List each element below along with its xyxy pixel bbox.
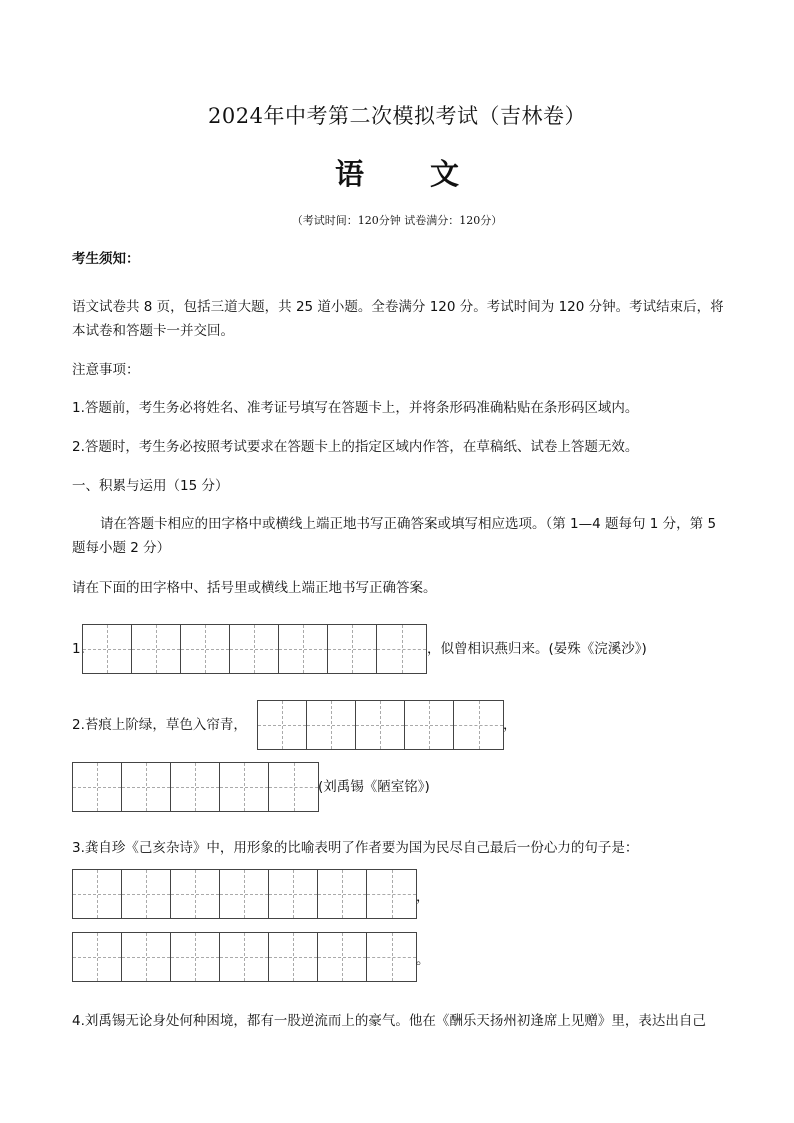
q1-answer-grid[interactable] [82, 624, 427, 674]
grid-cell[interactable] [230, 625, 279, 673]
q3-answer-grid-1[interactable] [72, 869, 417, 919]
grid-cell[interactable] [171, 870, 220, 918]
q1-suffix: ，似曾相识燕归来。(晏殊《浣溪沙》) [427, 641, 647, 657]
grid-cell[interactable] [73, 763, 122, 811]
q2-answer-grid-2[interactable] [72, 762, 319, 812]
grid-cell[interactable] [83, 625, 132, 673]
grid-cell[interactable] [356, 701, 405, 749]
notice-body-line2: 本试卷和答题卡一并交回。 [72, 323, 234, 339]
subject-title: 语 文 [334, 157, 488, 191]
grid-cell[interactable] [122, 870, 171, 918]
grid-cell[interactable] [220, 763, 269, 811]
section1-sub-instruction: 请在下面的田字格中、括号里或横线上端正地书写正确答案。 [72, 580, 437, 596]
grid-cell[interactable] [258, 701, 307, 749]
grid-cell[interactable] [73, 933, 122, 981]
grid-cell[interactable] [220, 933, 269, 981]
q2-suffix: (刘禹锡《陋室铭》) [318, 779, 430, 795]
notice-heading: 考生须知： [72, 251, 140, 267]
grid-cell[interactable] [405, 701, 454, 749]
q3-answer-grid-2[interactable] [72, 932, 417, 982]
grid-cell[interactable] [269, 763, 318, 811]
section1-instruction-line2: 题每小题 2 分） [72, 540, 171, 556]
grid-cell[interactable] [279, 625, 328, 673]
grid-cell[interactable] [377, 625, 426, 673]
grid-cell[interactable] [269, 933, 318, 981]
grid-cell[interactable] [73, 870, 122, 918]
q3-period: 。 [416, 952, 430, 968]
grid-cell[interactable] [181, 625, 230, 673]
exam-info: （考试时间：120分钟 试卷满分：120分） [291, 214, 503, 227]
q3-prompt: 3.龚自珍《己亥杂诗》中，用形象的比喻表明了作者要为国为民尽自己最后一份心力的句子是： [72, 840, 639, 856]
grid-cell[interactable] [318, 933, 367, 981]
grid-cell[interactable] [318, 870, 367, 918]
q1-number: 1. [72, 641, 85, 657]
grid-cell[interactable] [122, 763, 171, 811]
grid-cell[interactable] [307, 701, 356, 749]
section1-instruction-line1: 请在答题卡相应的田字格中或横线上端正地书写正确答案或填写相应选项。（第 1—4 题每句 1 分，第 5 [100, 516, 717, 532]
grid-cell[interactable] [171, 763, 220, 811]
grid-cell[interactable] [269, 870, 318, 918]
notice-item-2: 2.答题时，考生务必按照考试要求在答题卡上的指定区域内作答，在草稿纸、试卷上答题无效。 [72, 439, 639, 455]
grid-cell[interactable] [122, 933, 171, 981]
grid-cell[interactable] [220, 870, 269, 918]
grid-cell[interactable] [367, 870, 416, 918]
grid-cell[interactable] [367, 933, 416, 981]
q4-prompt: 4.刘禹锡无论身处何种困境，都有一股逆流而上的豪气。他在《酬乐天扬州初逢席上见赠》里，表达出自己 [72, 1013, 706, 1029]
grid-cell[interactable] [454, 701, 503, 749]
q2-answer-grid-1[interactable] [257, 700, 504, 750]
grid-cell[interactable] [171, 933, 220, 981]
q2-comma: ， [503, 717, 517, 733]
grid-cell[interactable] [132, 625, 181, 673]
q2-prefix: 2.苔痕上阶绿，草色入帘青， [72, 717, 247, 733]
exam-title: 2024年中考第二次模拟考试（吉林卷） [208, 104, 586, 128]
section1-heading: 一、积累与运用（15 分） [72, 478, 229, 494]
notice-body-line1: 语文试卷共 8 页，包括三道大题，共 25 道小题。全卷满分 120 分。考试时间为 120 分钟。考试结束后，将 [72, 299, 724, 315]
notice-item-1: 1.答题前，考生务必将姓名、准考证号填写在答题卡上，并将条形码准确粘贴在条形码区域内。 [72, 400, 639, 416]
grid-cell[interactable] [328, 625, 377, 673]
attention-heading: 注意事项： [72, 362, 140, 378]
q3-comma: ， [416, 889, 430, 905]
